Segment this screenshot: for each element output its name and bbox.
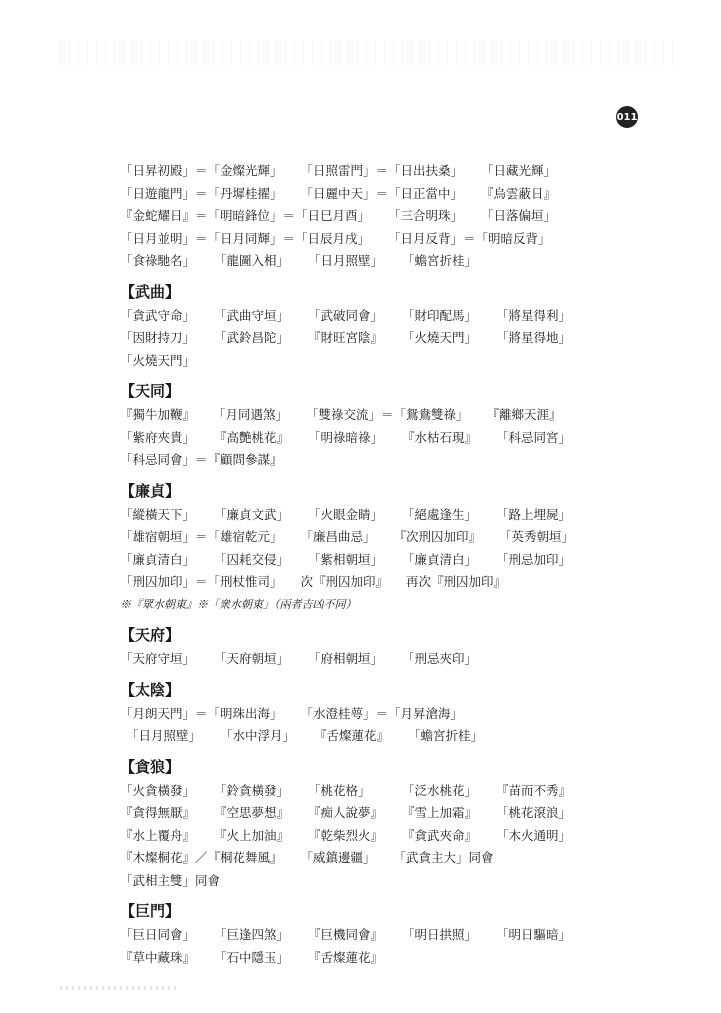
term-item: 「石中隱玉」 — [214, 949, 290, 965]
term-item: 「府相朝垣」 — [308, 651, 384, 666]
term-item: 『水枯石現』 — [402, 429, 478, 445]
term-item: 「火燒天門」 — [120, 352, 196, 368]
term-item: 『烏雲蔽日』 — [481, 185, 557, 201]
term-item: 「路上埋屍」 — [496, 506, 572, 522]
term-item: 「火眼金睛」 — [308, 506, 384, 522]
term-item: 「財印配馬」 — [402, 307, 478, 323]
term-item: 「木火通明」 — [496, 827, 572, 843]
term-item: 「將星得地」 — [496, 330, 572, 345]
term-line — [120, 250, 590, 273]
term-line — [120, 228, 590, 251]
term-line — [120, 847, 590, 870]
term-line — [120, 205, 590, 228]
term-item: 「巨日同會」 — [120, 927, 196, 942]
term-item: 『舌燦蓮花』 — [308, 949, 384, 965]
term-item: 「廉貞文武」 — [214, 506, 290, 522]
section-3 — [120, 478, 590, 617]
term-item: 「明祿暗祿」 — [308, 429, 384, 445]
term-line — [120, 648, 590, 671]
term-item: 「蟾宮折桂」 — [402, 253, 478, 268]
term-item: 「桃花滾浪」 — [496, 805, 572, 820]
term-item: 「日麗中天」＝「日正當中」 — [300, 185, 464, 201]
term-item: 次『刑囚加印』 — [300, 574, 389, 589]
term-item: 「廉貞清白」 — [120, 551, 196, 567]
term-line — [120, 870, 590, 893]
term-item: 「廉貞清白」 — [402, 551, 478, 567]
section-heading: 【廉貞】 — [120, 481, 181, 500]
term-item: 「泛水桃花」 — [402, 782, 478, 798]
term-line — [120, 183, 590, 206]
term-item: 「明日拱照」 — [402, 927, 478, 942]
term-item: 『水上覆舟』 — [120, 827, 196, 843]
term-item: 『貪得無厭』 — [120, 805, 196, 820]
term-item: 「桃花格」 — [308, 782, 371, 798]
term-item: 「雙祿交流」＝「鴛鴦雙祿」 — [306, 407, 469, 422]
term-line — [120, 160, 590, 183]
term-item: 「刑囚加印」＝「刑杖惟司」 — [120, 574, 283, 589]
section-6 — [120, 754, 590, 893]
scan-noise-bottom — [60, 986, 180, 990]
scan-noise-top — [60, 40, 680, 66]
term-item: 「天府朝垣」 — [214, 651, 290, 666]
term-item: 「紫相朝垣」 — [308, 551, 384, 567]
term-item: 「日月照壁」 — [308, 253, 384, 268]
term-item: 「英秀朝垣」 — [499, 529, 575, 544]
term-item: 「火貪橫發」 — [120, 782, 196, 798]
term-item: 「蟾宮折桂」 — [408, 728, 484, 743]
term-item: 「火燒天門」 — [402, 330, 478, 345]
term-item: 「龍圖入相」 — [214, 253, 290, 268]
term-line — [120, 780, 590, 803]
term-item: 「縱橫天下」 — [120, 506, 196, 522]
term-item: 「日遊龍門」＝「丹墀桂擢」 — [120, 185, 283, 201]
term-line — [120, 504, 590, 527]
section-1 — [120, 279, 590, 373]
term-line — [120, 703, 590, 726]
section-heading: 【巨門】 — [120, 902, 181, 920]
term-item: 「紫府夾貴」 — [120, 429, 196, 445]
term-item: 『草中藏珠』 — [120, 949, 196, 965]
term-item: 『貪武夾命』 — [402, 827, 478, 843]
term-item: 「武曲守垣」 — [214, 307, 290, 323]
term-line — [120, 327, 590, 350]
term-item: 『離鄉天涯』 — [486, 407, 562, 422]
term-item: 『雪上加霜』 — [402, 805, 478, 820]
term-item: 「三合明珠」 — [388, 208, 464, 223]
section-heading: 【天府】 — [120, 626, 181, 644]
section-heading: 【武曲】 — [120, 282, 181, 301]
term-line — [120, 305, 590, 328]
term-item: 「水中浮月」 — [220, 728, 296, 743]
term-line — [120, 404, 590, 427]
term-item: 「雄宿朝垣」＝「雄宿乾元」 — [120, 529, 283, 544]
term-line — [120, 825, 590, 848]
term-item: 「武貪主大」同會 — [393, 850, 494, 865]
term-item: 「刑忌夾印」 — [402, 651, 478, 666]
term-line — [120, 350, 590, 373]
term-item: 「絕處逢生」 — [402, 506, 478, 522]
term-item: 「日昇初殿」＝「金燦光輝」 — [120, 163, 283, 178]
term-item: 『金蛇耀日』＝「明暗鋒位」＝「日巳月酉」 — [120, 208, 371, 223]
term-item: 「科忌同會」＝『顧問參謀』 — [120, 452, 283, 467]
term-item: 「巨逢四煞」 — [214, 927, 290, 942]
section-0 — [120, 160, 590, 273]
term-item: 『次刑囚加印』 — [393, 529, 482, 544]
term-item: 「月同遇煞」 — [213, 407, 289, 422]
term-item: 「將星得利」 — [496, 307, 572, 323]
term-item: 「月朗天門」＝「明珠出海」 — [120, 705, 283, 721]
term-line — [120, 924, 590, 947]
section-4 — [120, 622, 590, 671]
term-item: 「天府守垣」 — [120, 651, 196, 666]
term-item: 「科忌同宮」 — [496, 429, 572, 445]
term-item: 「威鎮邊疆」 — [300, 850, 376, 865]
term-item: 『痴人說夢』 — [308, 805, 384, 820]
term-item: 「刑忌加印」 — [496, 551, 572, 567]
term-item: 「貪武守命」 — [120, 307, 196, 323]
page-content — [120, 160, 590, 975]
term-line — [120, 449, 590, 472]
page-number-badge: 011 — [616, 106, 638, 128]
term-item: 『苗而不秀』 — [496, 782, 572, 798]
term-line — [120, 571, 590, 594]
term-item: 「日照雷門」＝「日出扶桑」 — [300, 163, 464, 178]
term-item: 『巨機同會』 — [308, 927, 384, 942]
term-item: 「日月並明」＝「日月同輝」＝「日辰月戌」 — [120, 230, 371, 246]
section-heading: 【天同】 — [120, 382, 181, 400]
term-line — [120, 947, 590, 970]
term-item: 『財旺宮陰』 — [308, 330, 384, 345]
term-line — [120, 549, 590, 572]
term-item: 「囚耗交侵」 — [214, 551, 290, 567]
term-item: 「武相主雙」同會 — [120, 872, 221, 888]
term-item: 「食祿馳名」 — [120, 253, 196, 268]
term-item: 「日月反背」＝「明暗反背」 — [388, 230, 551, 246]
section-7 — [120, 898, 590, 969]
term-item: 「武破同會」 — [308, 307, 384, 323]
term-item: 「鈴貪橫發」 — [214, 782, 290, 798]
term-line — [120, 427, 590, 450]
section-heading: 【貪狼】 — [120, 757, 181, 776]
term-item: 「廉昌曲忌」 — [300, 529, 376, 544]
term-item: 『獨牛加鞭』 — [120, 407, 196, 422]
term-item: 『空思夢想』 — [214, 805, 290, 820]
term-item: 「水澄桂萼」＝「月昇滄海」 — [300, 705, 464, 721]
term-item: 『高艷桃花』 — [214, 429, 290, 445]
term-item: 「因財持刀」 — [120, 330, 196, 345]
term-item: ※『眾水朝東』※「衆水朝東」（兩者吉凶不同） — [120, 597, 357, 611]
term-item: 再次『刑囚加印』 — [406, 574, 507, 589]
term-line — [120, 594, 590, 617]
section-heading: 【太陰】 — [120, 680, 181, 699]
term-line — [120, 725, 590, 748]
term-line — [120, 526, 590, 549]
term-item: 「日落偏垣」 — [481, 208, 557, 223]
term-item: 『舌燦蓮花』 — [314, 728, 390, 743]
term-item: 「日月照壁」 — [126, 728, 202, 743]
term-line — [120, 802, 590, 825]
term-item: 『火上加油』 — [214, 827, 290, 843]
term-item: 「日藏光輝」 — [481, 163, 557, 178]
term-item: 『乾柴烈火』 — [308, 827, 384, 843]
term-item: 『木燦桐花』／『桐花舞風』 — [120, 850, 283, 865]
term-item: 「武鈴昌陀」 — [214, 330, 290, 345]
term-item: 「明日驅暗」 — [496, 927, 572, 942]
section-2 — [120, 378, 590, 472]
section-5 — [120, 677, 590, 748]
